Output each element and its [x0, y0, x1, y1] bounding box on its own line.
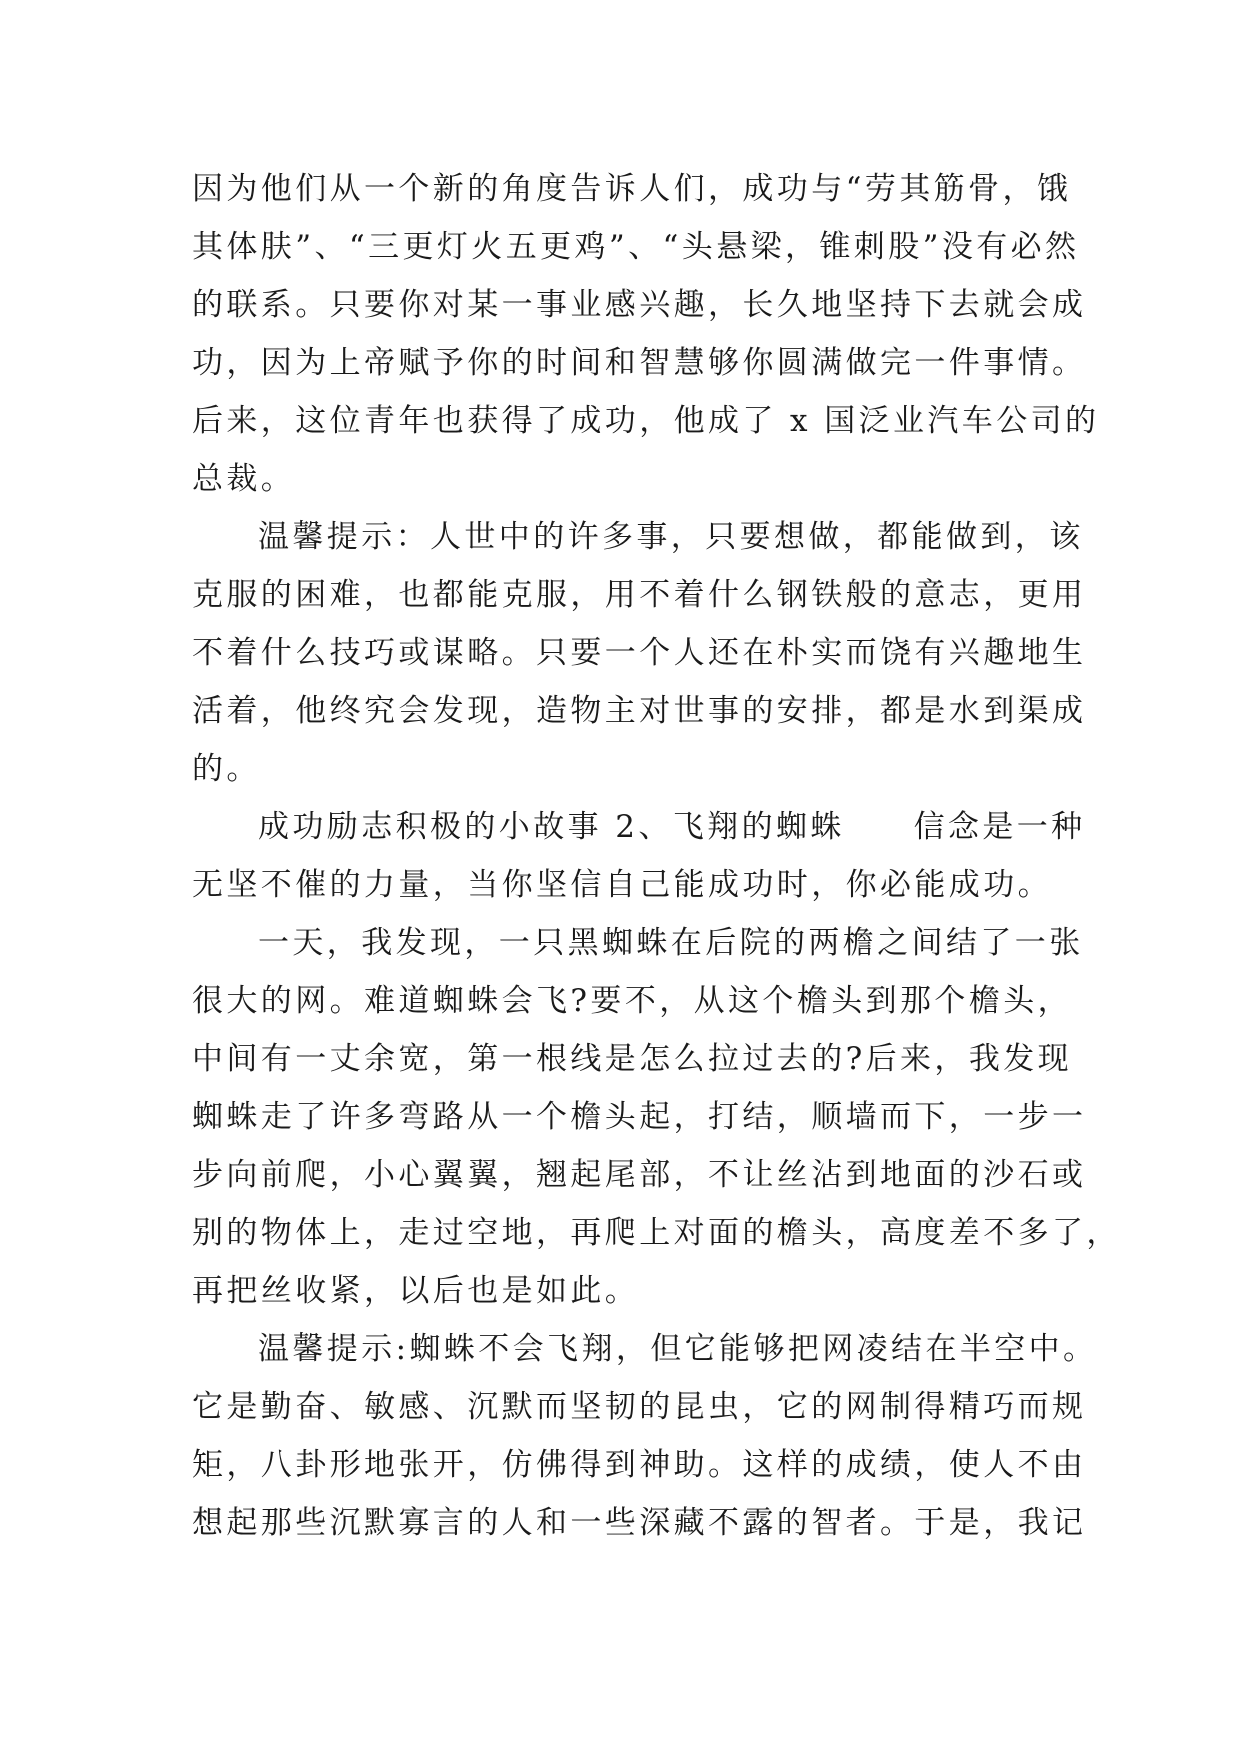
text-line: 克服的困难，也都能克服，用不着什么钢铁般的意志，更用 — [192, 577, 1087, 613]
text-line: 它是勤奋、敏感、沉默而坚韧的昆虫，它的网制得精巧而规 — [192, 1389, 1087, 1425]
text-line: 总裁。 — [192, 461, 296, 497]
text-line: 不着什么技巧或谋略。只要一个人还在朴实而饶有兴趣地生 — [192, 635, 1087, 671]
text-line: 的。 — [192, 751, 261, 787]
text-line: 矩，八卦形地张开，仿佛得到神助。这样的成绩，使人不由 — [192, 1447, 1087, 1483]
text-line: 温馨提示：人世中的许多事，只要想做，都能做到，该 — [258, 519, 1084, 555]
text-line: 一天，我发现，一只黑蜘蛛在后院的两檐之间结了一张 — [258, 925, 1084, 961]
text-line: 别的物体上，走过空地，再爬上对面的檐头，高度差不多了， — [192, 1215, 1121, 1251]
text-line: 的联系。只要你对某一事业感兴趣，长久地坚持下去就会成 — [192, 287, 1087, 323]
text-line: 功，因为上帝赋予你的时间和智慧够你圆满做完一件事情。 — [192, 345, 1087, 381]
text-line: 很大的网。难道蜘蛛会飞?要不，从这个檐头到那个檐头， — [192, 983, 1073, 1019]
text-line: 活着，他终究会发现，造物主对世事的安排，都是水到渠成 — [192, 693, 1087, 729]
text-line: 再把丝收紧，以后也是如此。 — [192, 1273, 640, 1309]
text-line: 无坚不催的力量，当你坚信自己能成功时，你必能成功。 — [192, 867, 1052, 903]
body-text — [192, 160, 1121, 1552]
text-line: 成功励志积极的小故事 2、飞翔的蜘蛛 信念是一种 — [258, 809, 1086, 845]
text-line: 步向前爬，小心翼翼，翘起尾部，不让丝沾到地面的沙石或 — [192, 1157, 1087, 1193]
text-line: 中间有一丈余宽，第一根线是怎么拉过去的?后来，我发现 — [192, 1041, 1073, 1077]
text-line: 因为他们从一个新的角度告诉人们，成功与“劳其筋骨，饿 — [192, 171, 1072, 207]
text-line: 温馨提示:蜘蛛不会飞翔，但它能够把网凌结在半空中。 — [258, 1331, 1098, 1367]
text-line: 其体肤”、“三更灯火五更鸡”、“头悬梁，锥刺股”没有必然 — [192, 229, 1080, 265]
text-line: 想起那些沉默寡言的人和一些深藏不露的智者。于是，我记 — [192, 1505, 1087, 1541]
text-line: 蜘蛛走了许多弯路从一个檐头起，打结，顺墙而下，一步一 — [192, 1099, 1087, 1135]
text-line: 后来，这位青年也获得了成功，他成了 x 国泛业汽车公司的 — [192, 403, 1100, 439]
